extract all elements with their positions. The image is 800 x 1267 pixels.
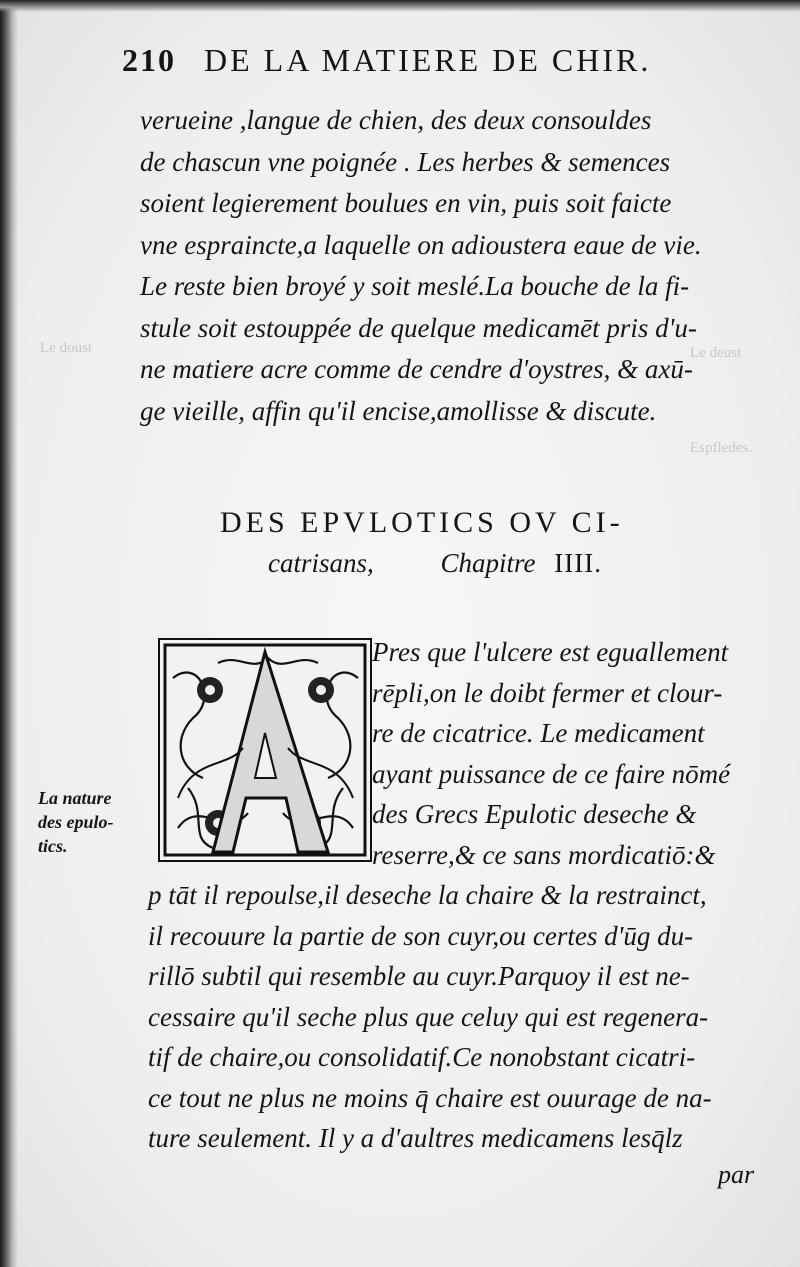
text-line: soient legierement boulues en vin, puis soit faicte — [140, 188, 672, 218]
text-line: ce tout ne plus ne moins q̄ chaire est ouurage de na- — [148, 1082, 712, 1113]
text-line: ture seulement. Il y a d'aultres medicamens lesq̄lz — [148, 1123, 683, 1153]
catchword: par — [718, 1160, 755, 1189]
chapter-heading: DES EPVLOTICS OV CI- — [220, 506, 624, 539]
binding-shadow — [0, 0, 18, 1267]
top-paragraph — [140, 100, 765, 432]
page-number: 210 — [122, 42, 176, 78]
running-title: DE LA MATIERE DE CHIR. — [204, 42, 652, 78]
text-line: Pres que l'ulcere est eguallement — [372, 637, 729, 667]
margin-note-line: tics. — [38, 836, 68, 856]
text-line: cessaire qu'il seche plus que celuy qui est regenera- — [148, 1001, 709, 1032]
chapter-subheading-title: catrisans, — [268, 548, 374, 578]
body-paragraph — [148, 875, 768, 1159]
text-line: vne espraincte,a laquelle on adioustera eaue de vie. — [140, 229, 702, 260]
text-line: rēpli,on le doibt fermer et clour- — [372, 677, 723, 708]
text-line: ge vieille, affin qu'il encise,amollisse & discute. — [140, 395, 657, 426]
margin-note — [38, 786, 148, 858]
text-line: p tāt il repoulse,il deseche la chaire & la restrainct, — [148, 880, 707, 910]
chapter-subheading — [268, 548, 718, 579]
text-line: rillō subtil qui resemble au cuyr.Parquoy il est ne- — [148, 961, 690, 991]
text-line: verueine ,langue de chien, des deux consouldes — [140, 105, 652, 135]
margin-note-line: des epulo- — [38, 812, 114, 832]
chapter-number: IIII. — [554, 548, 602, 578]
margin-note-line: La nature — [38, 788, 112, 808]
text-line: ayant puissance de ce faire nōmé — [372, 758, 731, 789]
show-through-text: Espfledes. — [690, 440, 753, 456]
top-edge-shadow — [0, 0, 800, 12]
show-through-text: Le doust — [40, 340, 93, 356]
body-paragraph-beside-initial — [372, 632, 767, 875]
chapter-label: Chapitre — [440, 548, 536, 578]
text-line: ne matiere acre comme de cendre d'oystres, & axū- — [140, 354, 693, 384]
text-line: Le reste bien broyé y soit meslé.La bouche de la fi- — [140, 271, 690, 301]
text-line: re de cicatrice. Le medicament — [372, 718, 705, 748]
running-head — [122, 42, 762, 79]
show-through-text: Le deust — [690, 345, 742, 361]
text-line: tif de chaire,ou consolidatif.Ce nonobstant cicatri- — [148, 1042, 696, 1072]
text-line: des Grecs Epulotic deseche & — [372, 799, 697, 829]
decorated-initial-icon — [158, 638, 372, 862]
text-line: de chascun vne poignée . Les herbes & semences — [140, 146, 671, 177]
text-line: reserre,& ce sans mordicatiō:& — [372, 839, 716, 870]
text-line: stule soit estouppée de quelque medicamēt pris d'u- — [140, 312, 697, 343]
text-line: il recouure la partie de son cuyr,ou certes d'ūg du- — [148, 920, 694, 951]
